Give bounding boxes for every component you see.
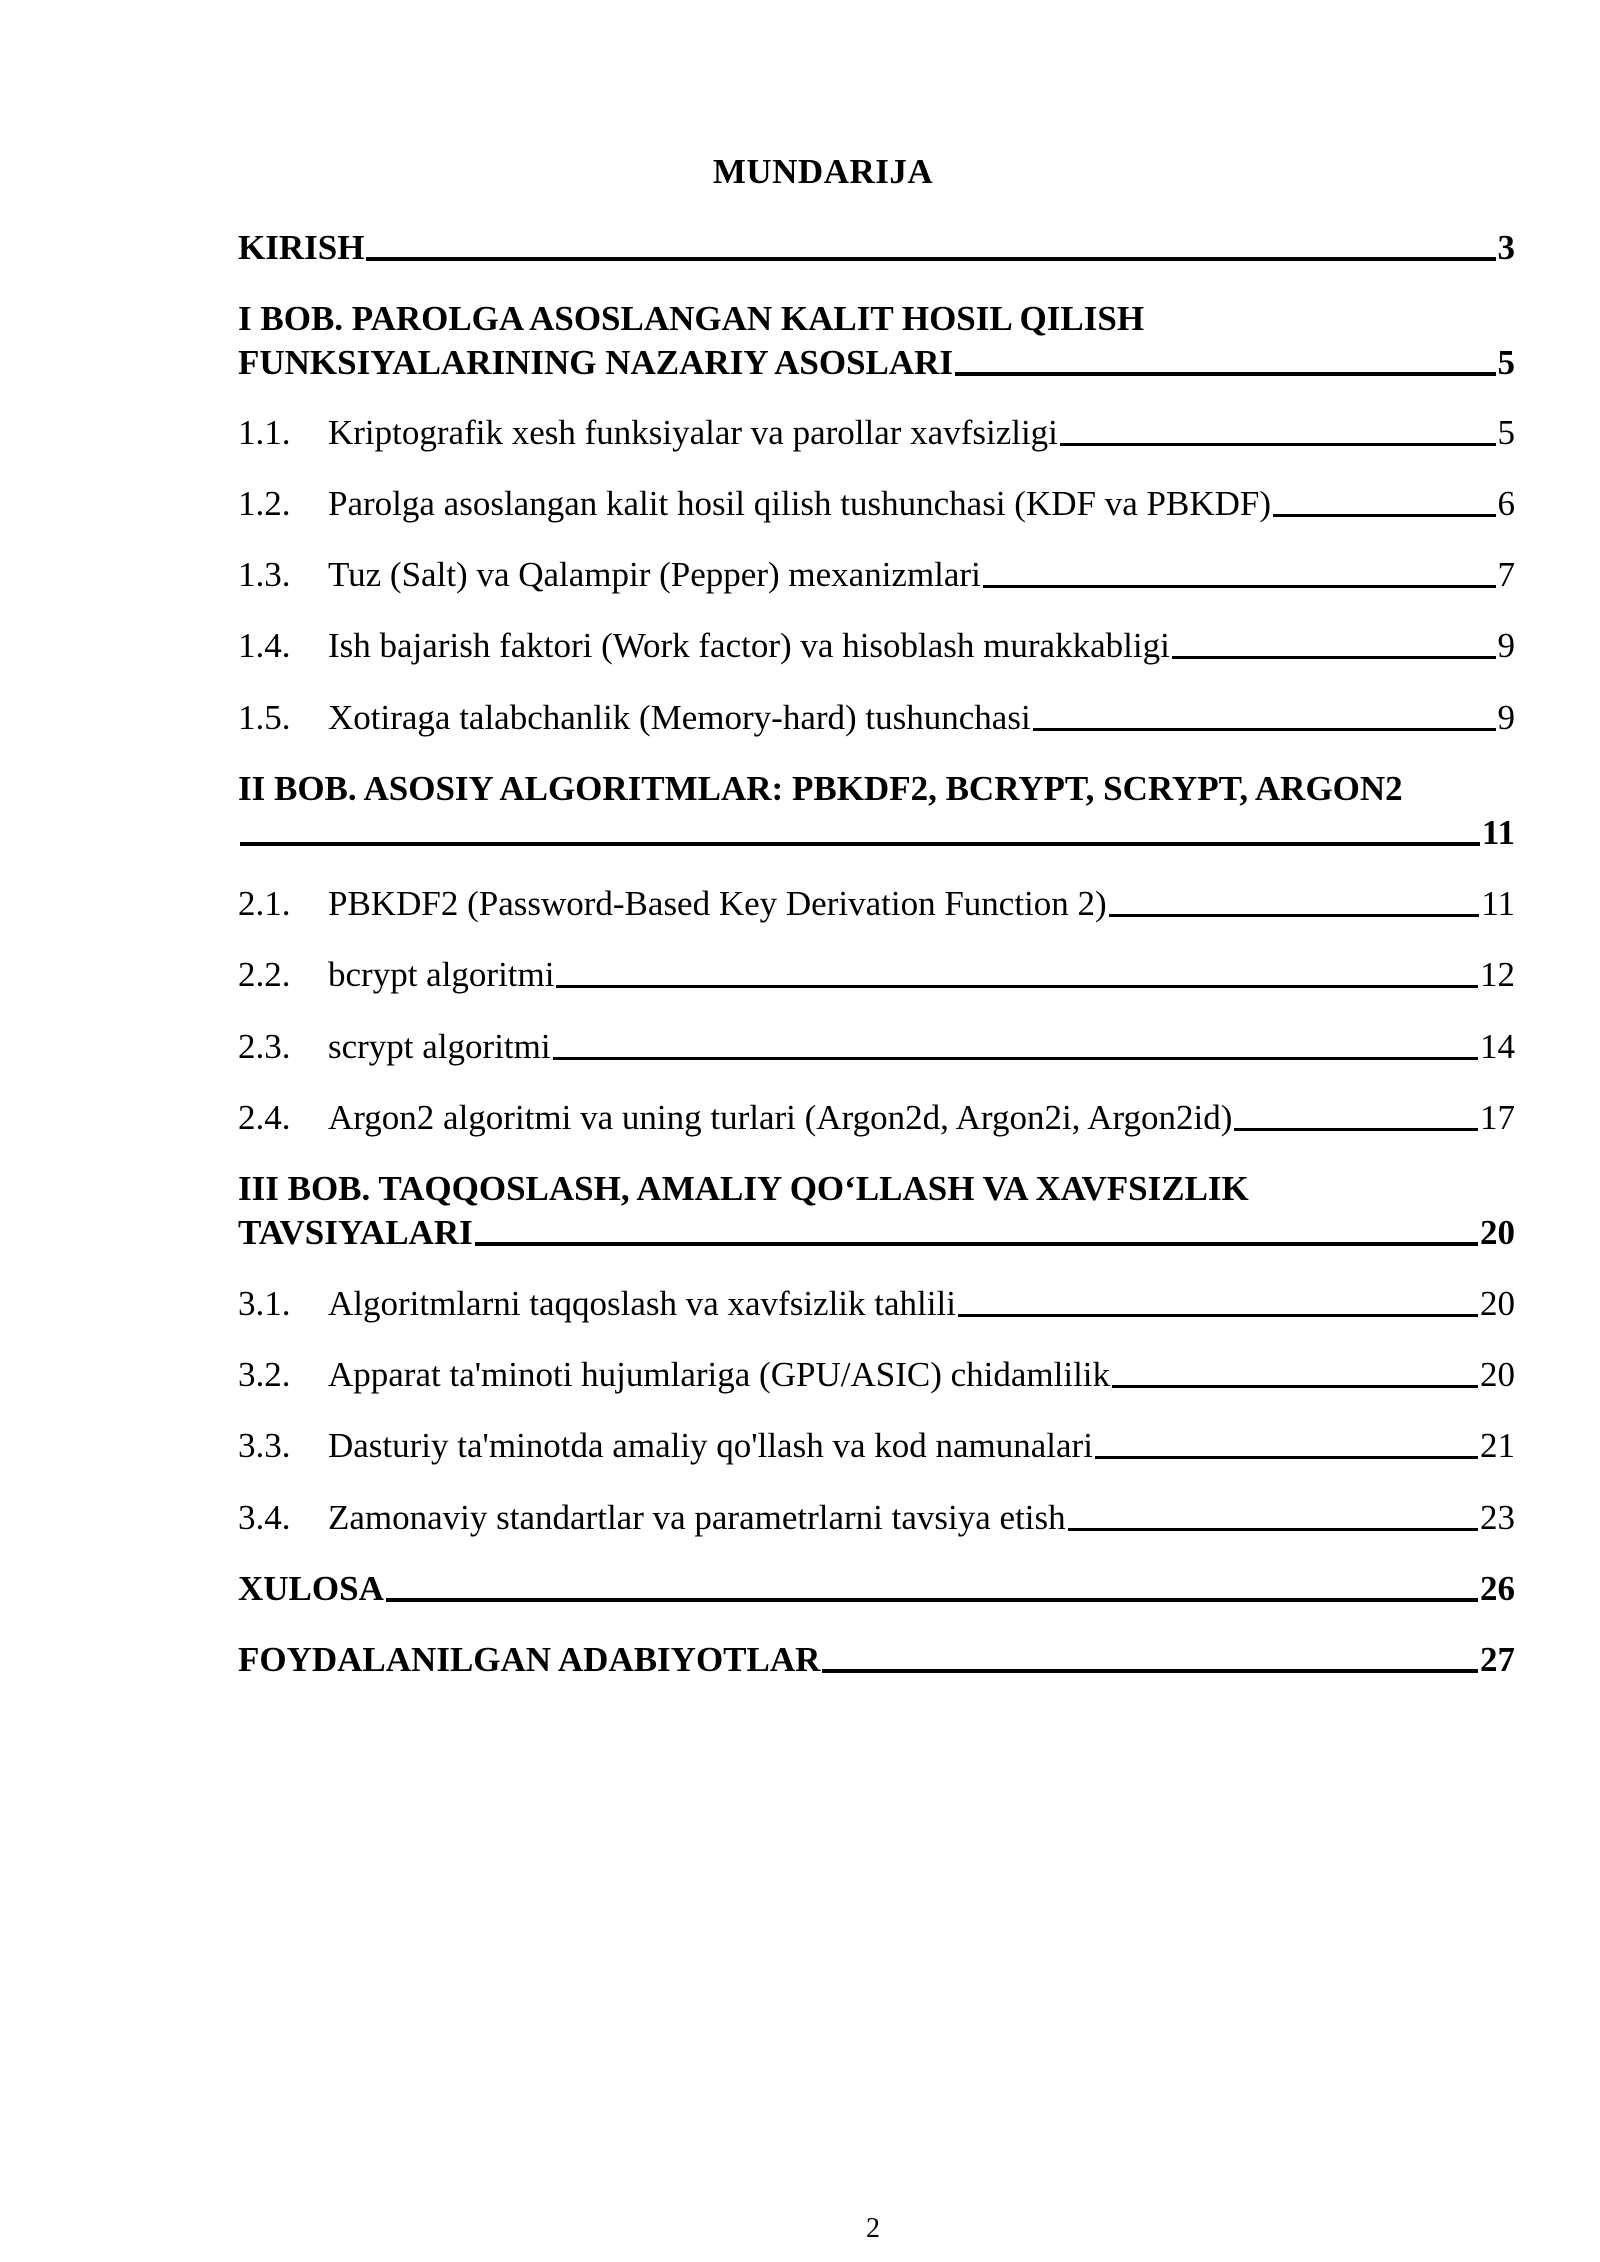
toc-chapter-entry xyxy=(238,297,1515,385)
toc-entry-row xyxy=(238,953,1515,997)
toc-leader-line xyxy=(1109,914,1480,917)
toc-entry-page-number: 12 xyxy=(1480,955,1515,994)
toc-subsection-entry xyxy=(238,696,1515,740)
toc-leader-line xyxy=(1172,656,1496,659)
toc-entry-row xyxy=(238,1096,1515,1140)
toc-entry-label: scrypt algoritmi xyxy=(328,1027,551,1066)
toc-leader-line xyxy=(1273,514,1495,517)
toc-subsection-entry xyxy=(238,953,1515,997)
toc-chapter-entry xyxy=(238,1167,1515,1255)
toc-entry-page-number: 7 xyxy=(1497,555,1515,594)
toc-entry-page-number: 27 xyxy=(1480,1640,1515,1679)
toc-leader-line xyxy=(1234,1128,1478,1131)
toc-subsection-entry xyxy=(238,882,1515,926)
toc-entry-label: Ish bajarish faktori (Work factor) va hisoblash murakkabligi xyxy=(328,626,1170,665)
toc-entry-label: Tuz (Salt) va Qalampir (Pepper) mexanizmlari xyxy=(328,555,981,594)
toc-entry-page-number: 17 xyxy=(1480,1098,1515,1137)
toc-entry-page-number: 14 xyxy=(1480,1027,1515,1066)
toc-entry-number: 3.4. xyxy=(238,1498,291,1537)
toc-leader-line xyxy=(1033,728,1496,731)
toc-entry-label: Algoritmlarni taqqoslash va xavfsizlik tahlili xyxy=(328,1284,956,1323)
toc-leader-line xyxy=(955,372,1495,376)
toc-entry-label: Parolga asoslangan kalit hosil qilish tushunchasi (KDF va PBKDF) xyxy=(328,484,1272,523)
toc-chapter-entry xyxy=(238,767,1515,855)
toc-entry-row xyxy=(238,226,1515,270)
page-number: 2 xyxy=(866,2213,880,2244)
toc-entry-row xyxy=(238,882,1515,926)
toc-entry-label: Dasturiy ta'minotda amaliy qo'llash va kod namunalari xyxy=(328,1426,1093,1465)
toc-leader-line xyxy=(1060,443,1496,446)
toc-subsection-entry xyxy=(238,1096,1515,1140)
toc-entry-label: Zamonaviy standartlar va parametrlarni tavsiya etish xyxy=(328,1498,1066,1537)
toc-entry-page-number: 20 xyxy=(1480,1355,1515,1394)
toc-entry-label: Argon2 algoritmi va uning turlari (Argon2d, Argon2i, Argon2id) xyxy=(328,1098,1233,1137)
toc-subsection-entry xyxy=(238,1025,1515,1069)
toc-leader-line xyxy=(366,257,1495,261)
toc-entry-row xyxy=(238,624,1515,668)
toc-entry-page-number: 3 xyxy=(1497,228,1515,267)
toc-entry-page-number: 9 xyxy=(1497,698,1515,737)
toc-entry-number: 1.2. xyxy=(238,484,291,523)
toc-entry-row xyxy=(238,411,1515,455)
toc-entry-label: FUNKSIYALARINING NAZARIY ASOSLARI xyxy=(238,343,954,382)
toc-entry-row xyxy=(238,1282,1515,1326)
toc-entry-page-number: 23 xyxy=(1480,1498,1515,1537)
toc-entry-page-number: 26 xyxy=(1480,1569,1515,1608)
toc-entry-label: Apparat ta'minoti hujumlariga (GPU/ASIC) chidamlilik xyxy=(328,1355,1111,1394)
toc-leader-line xyxy=(958,1314,1478,1317)
toc-entry-row xyxy=(238,1424,1515,1468)
toc-entry-label: Kriptografik xesh funksiyalar va parollar xavfsizligi xyxy=(328,413,1058,452)
toc-subsection-entry xyxy=(238,1282,1515,1326)
toc-entry-number: 3.3. xyxy=(238,1426,291,1465)
toc-entry-page-number: 5 xyxy=(1497,343,1515,382)
toc-entry-row xyxy=(238,341,1515,385)
toc-entry-number: 2.4. xyxy=(238,1098,291,1137)
toc-leader-line xyxy=(1112,1385,1478,1388)
toc-entry-number: 1.4. xyxy=(238,626,291,665)
toc-entry-page-number: 20 xyxy=(1480,1213,1515,1252)
toc-entry-label: PBKDF2 (Password-Based Key Derivation Function 2) xyxy=(328,884,1107,923)
toc-entry-row xyxy=(238,1496,1515,1540)
toc-entry-number: 3.2. xyxy=(238,1355,291,1394)
toc-entry-page-number: 5 xyxy=(1497,413,1515,452)
toc-entry-row xyxy=(238,1638,1515,1682)
toc-entry-label: bcrypt algoritmi xyxy=(328,955,555,994)
toc-leader-line xyxy=(983,585,1496,588)
toc-entry-row xyxy=(238,1025,1515,1069)
toc-entry-label: FOYDALANILGAN ADABIYOTLAR xyxy=(238,1640,821,1679)
toc-entry-number: 1.1. xyxy=(238,413,291,452)
toc-entry-heading-line: I BOB. PAROLGA ASOSLANGAN KALIT HOSIL QILISH xyxy=(238,299,1145,338)
toc-subsection-entry xyxy=(238,624,1515,668)
toc-entry-heading-line: II BOB. ASOSIY ALGORITMLAR: PBKDF2, BCRYPT, SCRYPT, ARGON2 xyxy=(238,769,1403,808)
toc-leader-line xyxy=(475,1242,1478,1246)
toc-entry-number: 3.1. xyxy=(238,1284,291,1323)
toc-entry-row xyxy=(238,553,1515,597)
toc-entry-row xyxy=(238,696,1515,740)
toc-subsection-entry xyxy=(238,1496,1515,1540)
toc-leader-line xyxy=(556,985,1478,988)
toc-entry-heading-line: III BOB. TAQQOSLASH, AMALIY QO‘LLASH VA XAVFSIZLIK xyxy=(238,1169,1249,1208)
toc-entry-row xyxy=(238,1567,1515,1611)
toc-subsection-entry xyxy=(238,482,1515,526)
toc-entry-number: 1.5. xyxy=(238,698,291,737)
toc-entry-row xyxy=(238,1211,1515,1255)
toc-entry-row xyxy=(238,482,1515,526)
toc-leader-line xyxy=(386,1598,1478,1602)
toc-entry-number: 2.3. xyxy=(238,1027,291,1066)
toc-leader-line xyxy=(553,1057,1478,1060)
toc-leader-line xyxy=(822,1669,1478,1673)
toc-leader-line xyxy=(1095,1456,1478,1459)
toc-leader-line xyxy=(1068,1528,1478,1531)
toc-chapter-entry xyxy=(238,226,1515,270)
toc-chapter-entry xyxy=(238,1567,1515,1611)
toc-entry-page-number: 21 xyxy=(1480,1426,1515,1465)
toc-entry-row xyxy=(238,1353,1515,1397)
toc-entry-page-number: 20 xyxy=(1480,1284,1515,1323)
toc-entry-row xyxy=(238,811,1515,855)
toc-entry-label: KIRISH xyxy=(238,228,365,267)
toc-subsection-entry xyxy=(238,1424,1515,1468)
toc-leader-line xyxy=(240,842,1480,846)
toc-entry-page-number: 11 xyxy=(1481,813,1515,852)
toc-entry-label: TAVSIYALARI xyxy=(238,1213,473,1252)
toc-entry-page-number: 6 xyxy=(1497,484,1515,523)
toc-chapter-entry xyxy=(238,1638,1515,1682)
toc-entry-number: 2.1. xyxy=(238,884,291,923)
toc-entry-page-number: 9 xyxy=(1497,626,1515,665)
toc-title: MUNDARIJA xyxy=(712,152,934,191)
toc-entry-number: 1.3. xyxy=(238,555,291,594)
toc-subsection-entry xyxy=(238,411,1515,455)
toc-subsection-entry xyxy=(238,553,1515,597)
toc-entry-page-number: 11 xyxy=(1481,884,1515,923)
toc-entry-label: XULOSA xyxy=(238,1569,384,1608)
toc-entry-label: Xotiraga talabchanlik (Memory-hard) tushunchasi xyxy=(328,698,1031,737)
toc-subsection-entry xyxy=(238,1353,1515,1397)
toc-entry-number: 2.2. xyxy=(238,955,291,994)
